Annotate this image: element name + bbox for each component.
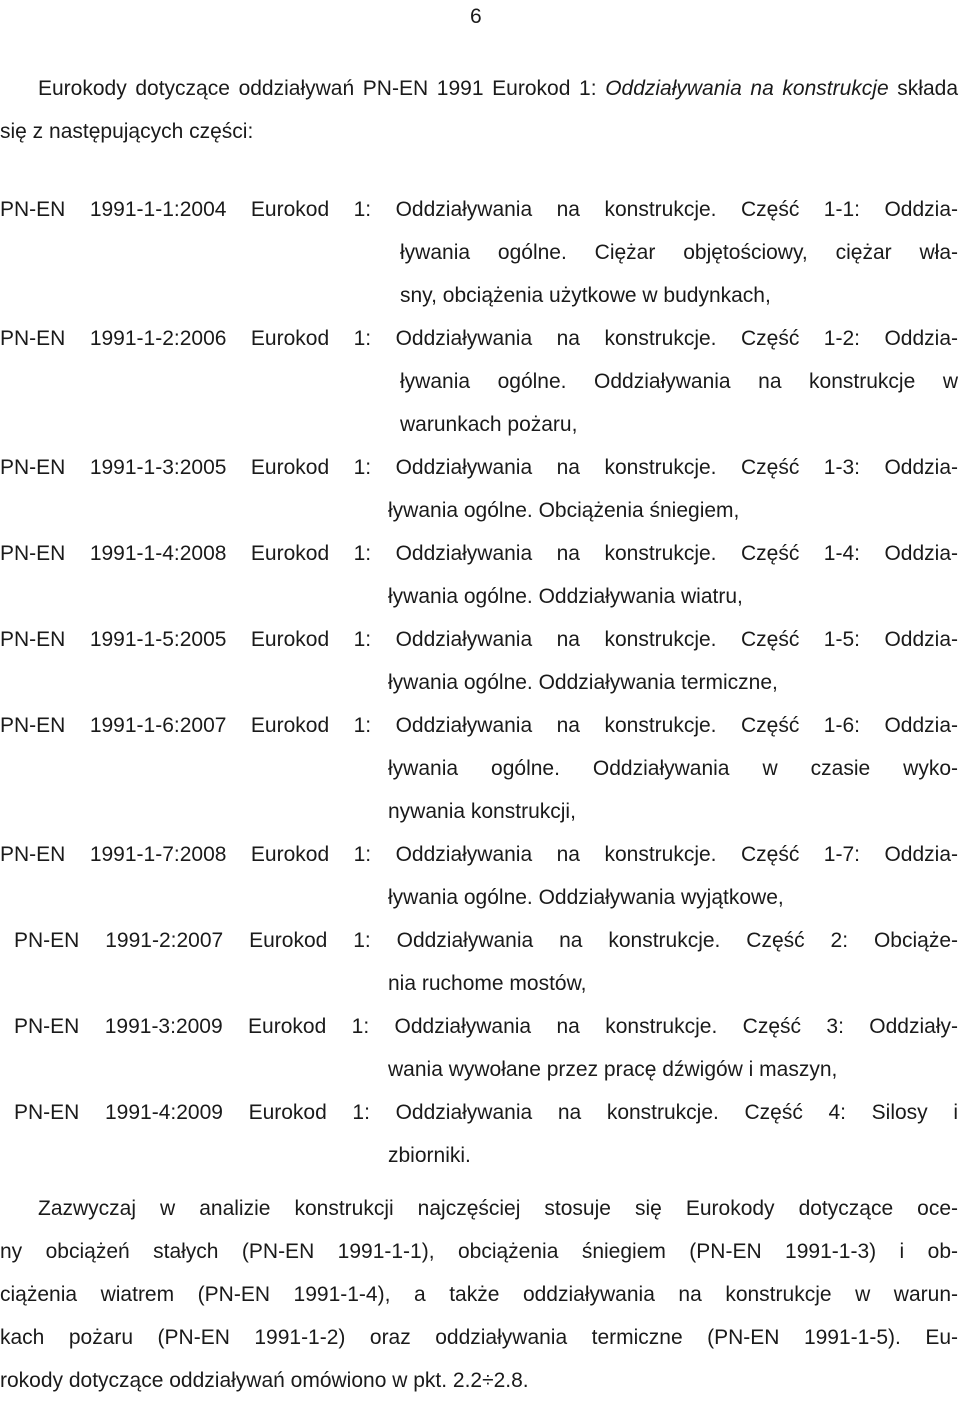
- standard-item: [0, 1005, 958, 1091]
- standard-continuation-line: ływania ogólne. Obciążenia śniegiem,: [388, 499, 740, 522]
- standard-continuation-line: ływania ogólne. Oddziaływania na konstrukcje w: [400, 370, 958, 393]
- standard-continuation-line: nywania konstrukcji,: [388, 800, 576, 823]
- standard-item: [0, 446, 958, 532]
- intro-text-before: Eurokody dotyczące oddziaływań PN-EN 1991 Eurokod 1:: [38, 77, 606, 100]
- standard-first-line: PN-EN 1991-1-1:2004 Eurokod 1: Oddziaływania na konstrukcje. Część 1-1: Oddzia-: [0, 198, 958, 221]
- closing-line: rokody dotyczące oddziaływań omówiono w pkt. 2.2÷2.8.: [0, 1369, 529, 1392]
- standard-continuation-line: ływania ogólne. Oddziaływania w czasie wyko-: [388, 757, 958, 780]
- standard-first-line: PN-EN 1991-1-7:2008 Eurokod 1: Oddziaływania na konstrukcje. Część 1-7: Oddzia-: [0, 843, 958, 866]
- standard-first-line: PN-EN 1991-1-4:2008 Eurokod 1: Oddziaływania na konstrukcje. Część 1-4: Oddzia-: [0, 542, 958, 565]
- standard-continuation-line: warunkach pożaru,: [400, 413, 578, 436]
- closing-line: ny obciążeń stałych (PN-EN 1991-1-1), obciążenia śniegiem (PN-EN 1991-1-3) i ob-: [0, 1240, 958, 1263]
- standard-continuation-line: ływania ogólne. Oddziaływania termiczne,: [388, 671, 778, 694]
- standard-item: [0, 317, 958, 446]
- standard-first-line: PN-EN 1991-3:2009 Eurokod 1: Oddziaływania na konstrukcje. Część 3: Oddziały-: [14, 1015, 958, 1038]
- standard-continuation-line: ływania ogólne. Ciężar objętościowy, ciężar wła-: [400, 241, 958, 264]
- standard-first-line: PN-EN 1991-1-6:2007 Eurokod 1: Oddziaływania na konstrukcje. Część 1-6: Oddzia-: [0, 714, 958, 737]
- standard-item: [0, 919, 958, 1005]
- standard-first-line: PN-EN 1991-1-2:2006 Eurokod 1: Oddziaływania na konstrukcje. Część 1-2: Oddzia-: [0, 327, 958, 350]
- standard-item: [0, 188, 958, 317]
- standard-item: [0, 618, 958, 704]
- closing-line: ciążenia wiatrem (PN-EN 1991-1-4), a także oddziaływania na konstrukcje w warun-: [0, 1283, 958, 1306]
- standard-continuation-line: sny, obciążenia użytkowe w budynkach,: [400, 284, 771, 307]
- standard-continuation-line: ływania ogólne. Oddziaływania wiatru,: [388, 585, 743, 608]
- standard-continuation-line: ływania ogólne. Oddziaływania wyjątkowe,: [388, 886, 784, 909]
- standard-item: [0, 833, 958, 919]
- closing-line: Zazwyczaj w analizie konstrukcji najczęściej stosuje się Eurokody dotyczące oce-: [38, 1197, 958, 1220]
- standard-item: [0, 532, 958, 618]
- closing-line: kach pożaru (PN-EN 1991-1-2) oraz oddziaływania termiczne (PN-EN 1991-1-5). Eu-: [0, 1326, 958, 1349]
- page-number: 6: [470, 5, 482, 28]
- standard-item: [0, 704, 958, 833]
- intro-paragraph: [0, 67, 958, 153]
- standard-continuation-line: nia ruchome mostów,: [388, 972, 587, 995]
- standard-first-line: PN-EN 1991-1-3:2005 Eurokod 1: Oddziaływania na konstrukcje. Część 1-3: Oddzia-: [0, 456, 958, 479]
- standard-continuation-line: wania wywołane przez pracę dźwigów i maszyn,: [388, 1058, 838, 1081]
- standard-first-line: PN-EN 1991-4:2009 Eurokod 1: Oddziaływania na konstrukcje. Część 4: Silosy i: [14, 1101, 958, 1124]
- standard-first-line: PN-EN 1991-2:2007 Eurokod 1: Oddziaływania na konstrukcje. Część 2: Obciąże-: [14, 929, 958, 952]
- standards-list: [0, 188, 958, 1177]
- standard-first-line: PN-EN 1991-1-5:2005 Eurokod 1: Oddziaływania na konstrukcje. Część 1-5: Oddzia-: [0, 628, 958, 651]
- standard-continuation-line: zbiorniki.: [388, 1144, 471, 1167]
- intro-title-italic: Oddziaływania na konstrukcje: [605, 77, 889, 100]
- closing-paragraph: [0, 1187, 958, 1402]
- standard-item: [0, 1091, 958, 1177]
- intro-text-after: składa się z następujących części:: [0, 77, 958, 143]
